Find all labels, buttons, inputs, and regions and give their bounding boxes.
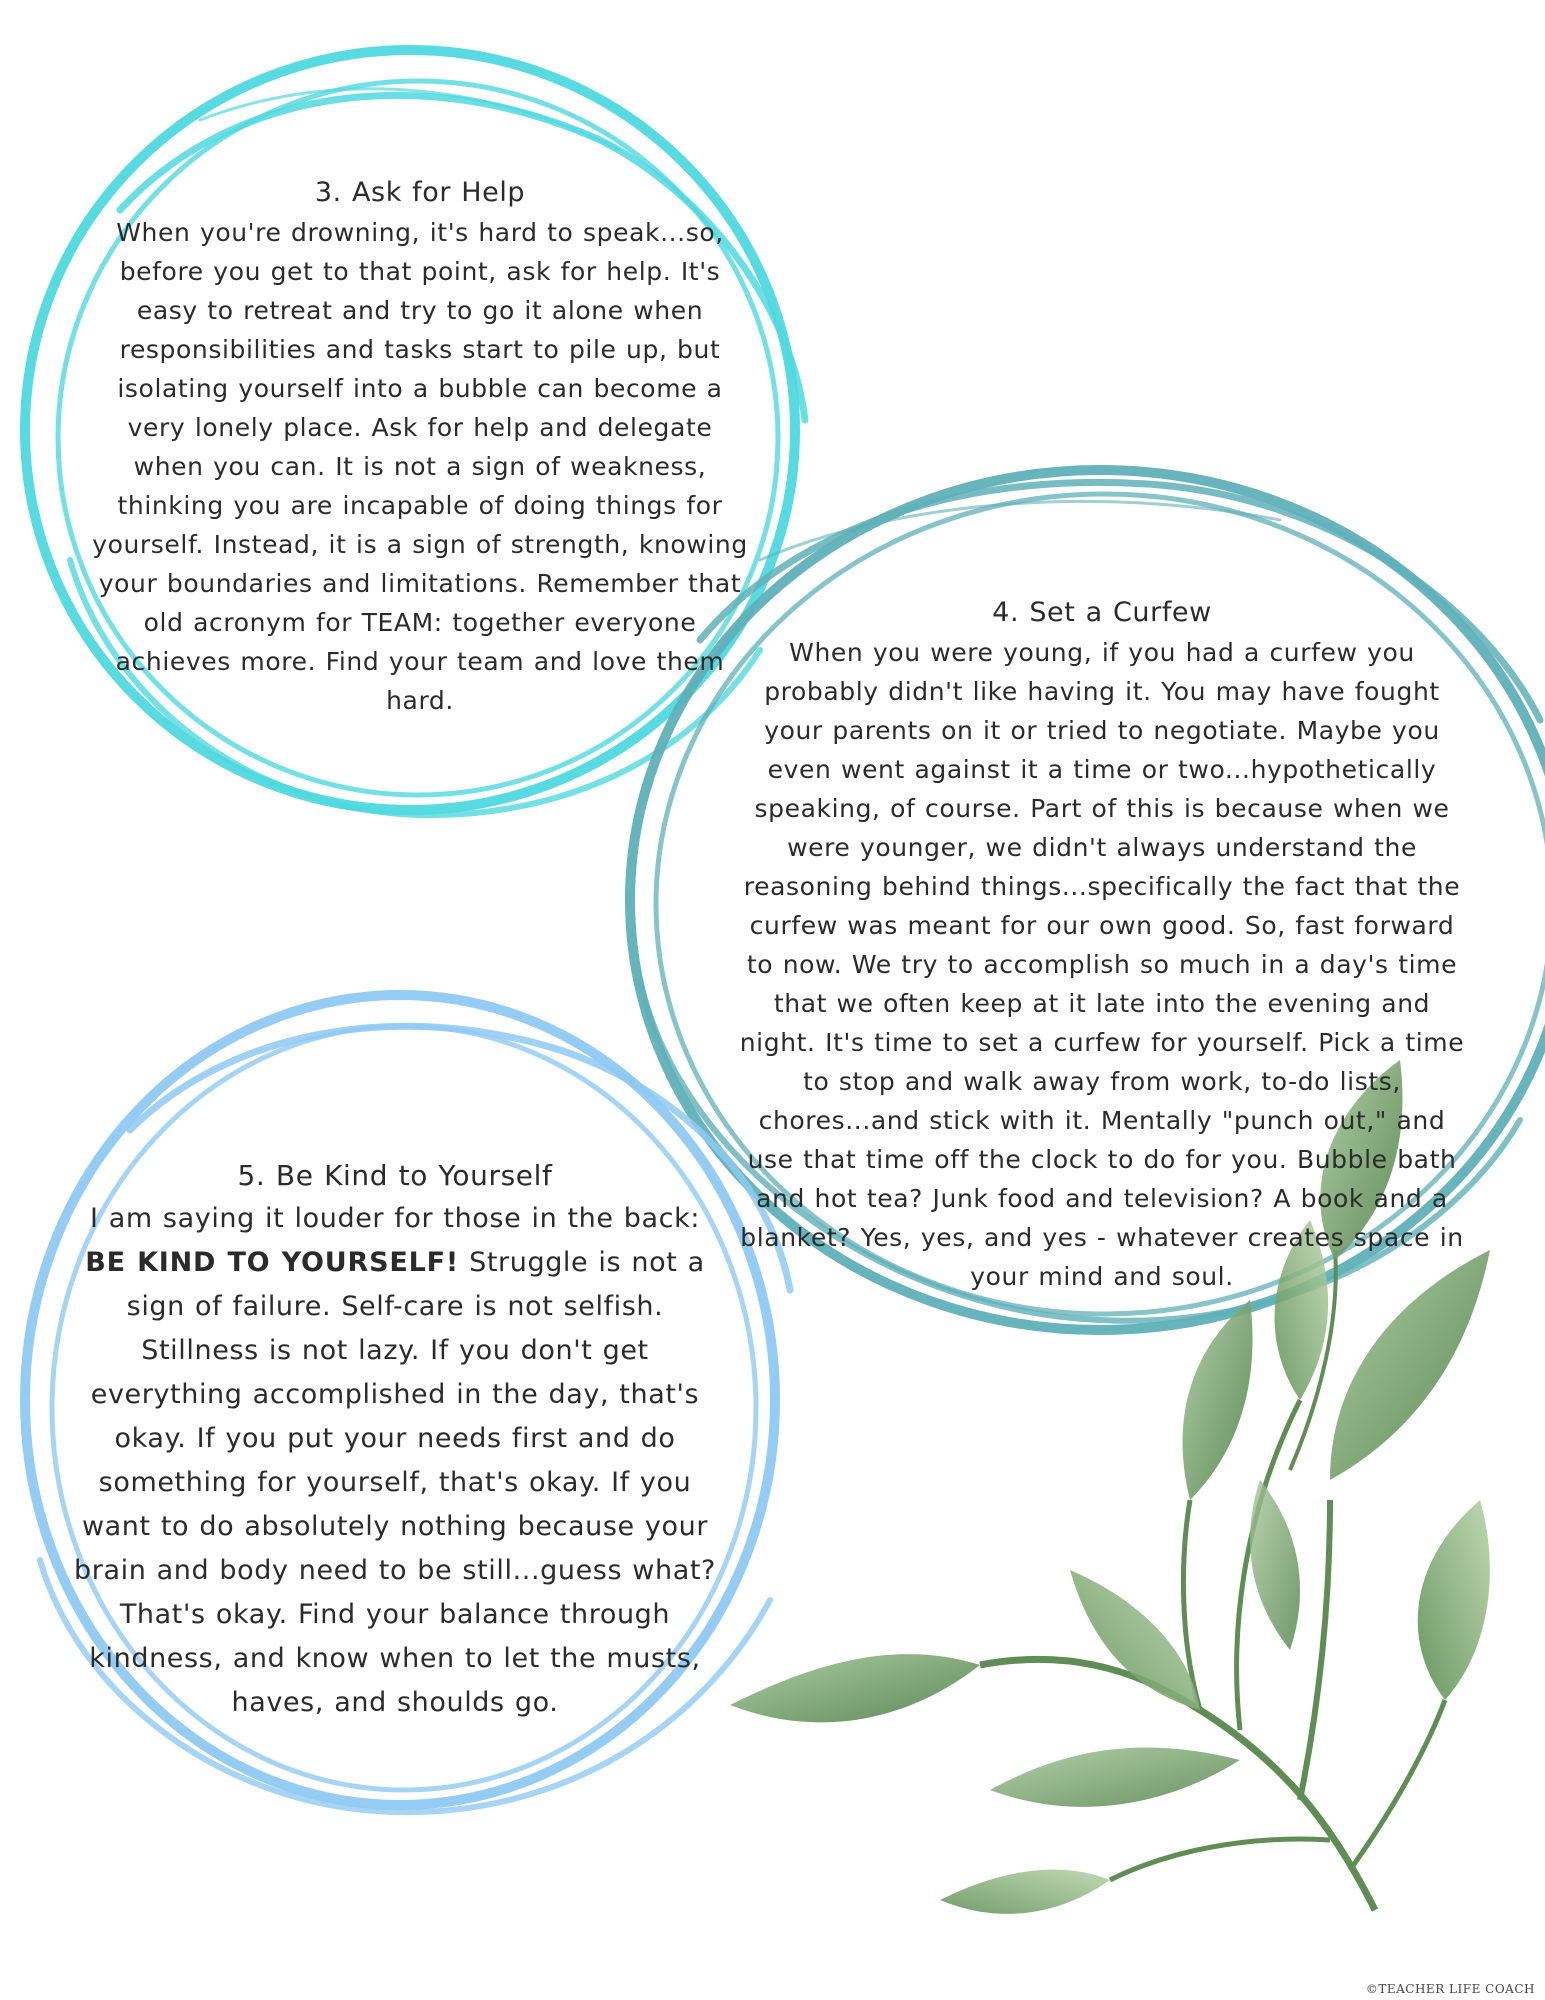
section-body: When you were young, if you had a curfew you probably didn't like having it. You may have fought your parents on it or tried to negotiate. Maybe you even went against it a time or two...hypothetically speaking, of course. Part of this is because when we were younger, we didn't always understand the reasoning behind things...specifically the fact that the curfew was meant for our own good. So, fast forward to now. We try to accomplish so much in a day's time that we often keep at it late into the evening and night. It's time to set a curfew for yourself. Pick a time to stop and walk away from work, to-do lists, chores...and stick with it. Mentally "punch out," and use that time off the clock to do for you. Bubble bath and hot tea? Junk food and television? A book and a blanket? Yes, yes, and yes - whatever creates space in your mind and soul. xyxy=(739,638,1465,1291)
section-title: 4. Set a Curfew xyxy=(992,597,1212,628)
section-title: 3. Ask for Help xyxy=(314,177,526,208)
section-body-rest: Struggle is not a sign of failure. Self-care is not selfish. Stillness is not lazy. If you don't get everything accomplished in the day, that's okay. If you put your needs first and do something for yourself, that's okay. If you want to do absolutely nothing because your brain and body need to be still...guess what? That's okay. Find your balance through kindness, and know when to let the musts, haves, and shoulds go. xyxy=(74,1247,716,1718)
copyright-footer: ©TEACHER LIFE COACH xyxy=(1365,1982,1535,1996)
section-set-a-curfew xyxy=(732,593,1472,1296)
section-be-kind-to-yourself xyxy=(65,1155,725,1725)
section-title: 5. Be Kind to Yourself xyxy=(237,1159,553,1192)
section-body-intro: I am saying it louder for those in the back: xyxy=(89,1203,701,1234)
section-body xyxy=(65,1197,725,1725)
section-ask-for-help xyxy=(90,173,750,720)
section-body: When you're drowning, it's hard to speak...so, before you get to that point, ask for help. It's easy to retreat and try to go it alone when responsibilities and tasks start to pile up, but isolating yourself into a bubble can become a very lonely place. Ask for help and delegate when you can. It is not a sign of weakness, thinking you are incapable of doing things for yourself. Instead, it is a sign of strength, knowing your boundaries and limitations. Remember that old acronym for TEAM: together everyone achieves more. Find your team and love them hard. xyxy=(92,218,748,715)
section-body-emphasis: BE KIND TO YOURSELF! xyxy=(85,1247,459,1278)
